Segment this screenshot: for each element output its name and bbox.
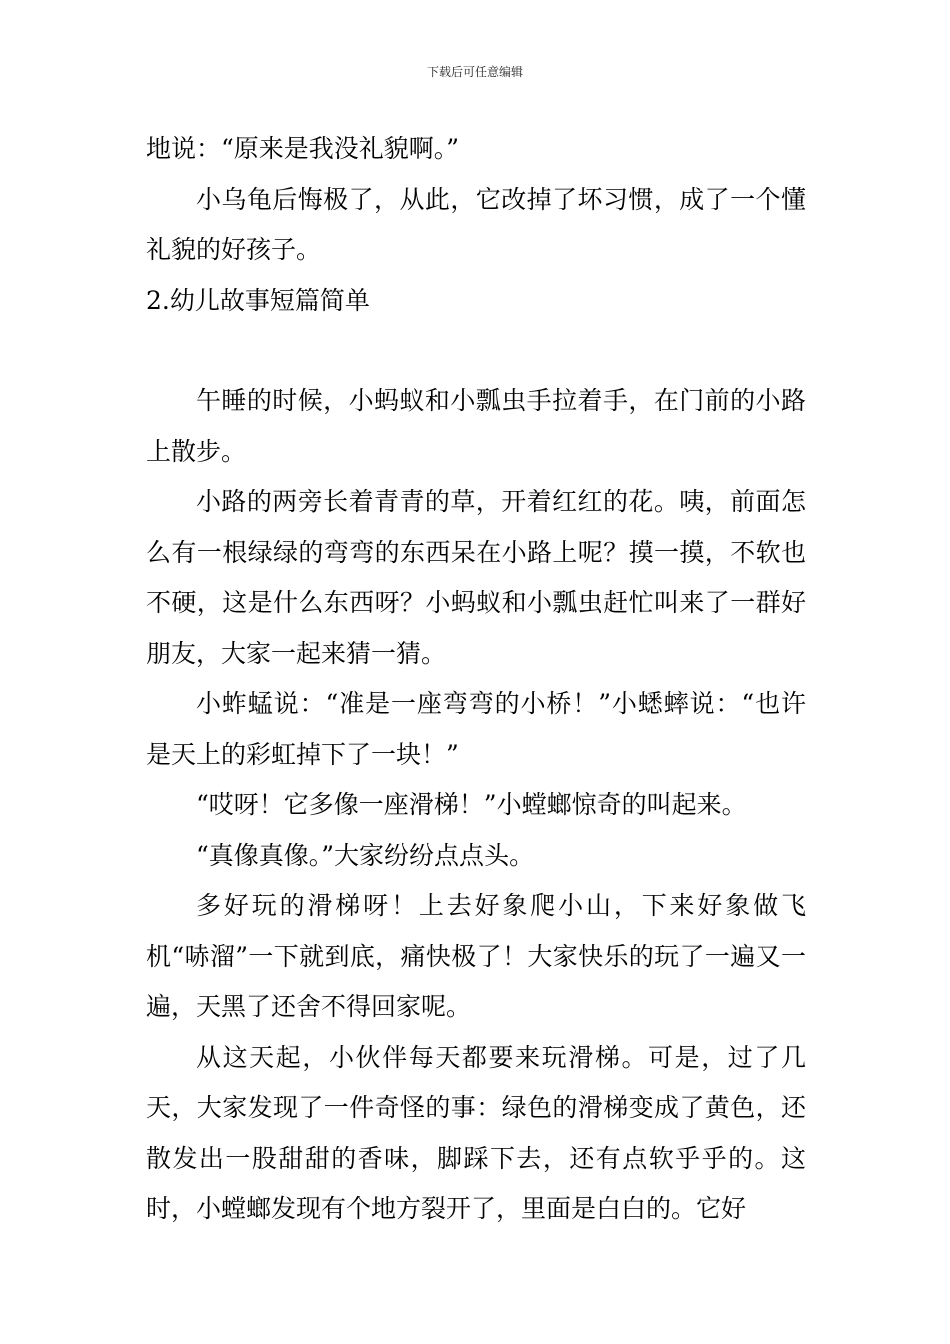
paragraph: 从这天起，小伙伴每天都要来玩滑梯。可是，过了几天，大家发现了一件奇怪的事：绿色的滑梯变成了黄色，还散发出一股甜甜的香味，脚踩下去，还有点软乎乎的。这时，小螳螂发现有个地方裂开了，里面是白白的。它好 [146, 1042, 806, 1223]
paragraph-continuation: 地说：“原来是我没礼貌啊。” [146, 134, 460, 163]
paragraph: “哎呀！它多像一座滑梯！”小螳螂惊奇的叫起来。 [196, 790, 747, 819]
blank-line [146, 326, 806, 376]
page-header: 下载后可任意编辑 [426, 65, 523, 79]
paragraph: 小路的两旁长着青青的草，开着红红的花。咦，前面怎么有一根绿绿的弯弯的东西呆在小路上呢？摸一摸，不软也不硬，这是什么东西呀？小蚂蚁和小瓢虫赶忙叫来了一群好朋友，大家一起来猜一猜。 [146, 487, 806, 668]
paragraph: 小乌龟后悔极了，从此，它改掉了坏习惯，成了一个懂礼貌的好孩子。 [146, 184, 806, 264]
paragraph: “真像真像。”大家纷纷点点头。 [196, 840, 535, 870]
paragraph: 午睡的时候，小蚂蚁和小瓢虫手拉着手，在门前的小路上散步。 [146, 386, 806, 466]
document-body [146, 124, 806, 1235]
section-heading: 2.幼儿故事短篇简单 [146, 285, 370, 315]
paragraph: 多好玩的滑梯呀！上去好象爬小山，下来好象做飞机“哧溜”一下就到底，痛快极了！大家快乐的玩了一遍又一遍，天黑了还舍不得回家呢。 [146, 891, 806, 1021]
paragraph: 小蚱蜢说：“准是一座弯弯的小桥！”小蟋蟀说：“也许是天上的彩虹掉下了一块！” [146, 689, 806, 769]
